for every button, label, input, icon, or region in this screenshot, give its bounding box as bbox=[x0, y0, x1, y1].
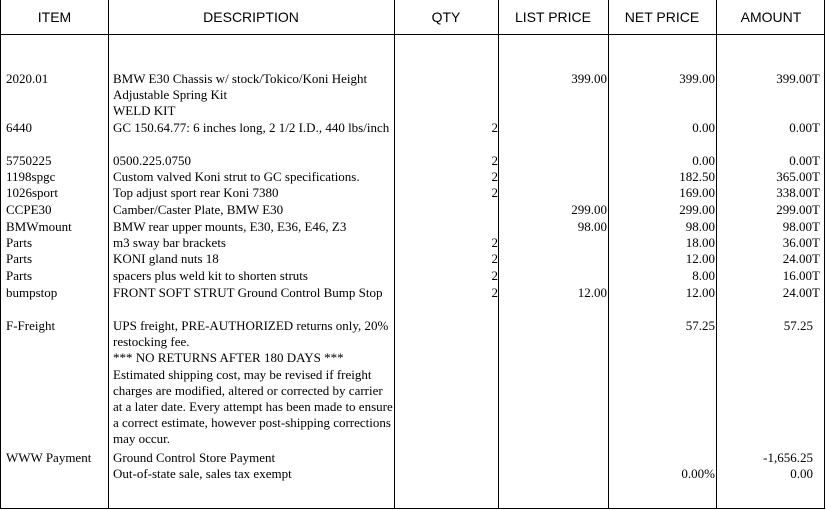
item-description: UPS freight, PRE-AUTHORIZED returns only, 20% restocking fee. bbox=[113, 318, 389, 349]
header-item: ITEM bbox=[37, 9, 72, 25]
item-description: BMW E30 Chassis w/ stock/Tokico/Koni Height Adjustable Spring Kit bbox=[113, 71, 368, 102]
quantity: 2 bbox=[491, 153, 498, 168]
header-description: DESCRIPTION bbox=[203, 9, 299, 25]
header-qty: QTY bbox=[431, 9, 461, 25]
net-price: 57.25 bbox=[685, 318, 715, 333]
amount: 338.00T bbox=[776, 185, 820, 200]
item-description: Ground Control Store Payment bbox=[113, 450, 276, 465]
net-price: 18.00 bbox=[685, 235, 715, 250]
list-price: 399.00 bbox=[571, 71, 607, 86]
item-description: Custom valved Koni strut to GC specifications. bbox=[113, 169, 360, 184]
amount: 0.00T bbox=[789, 120, 820, 135]
net-price: 399.00 bbox=[679, 71, 715, 86]
item-description: *** NO RETURNS AFTER 180 DAYS *** bbox=[113, 350, 344, 365]
net-price: 299.00 bbox=[679, 202, 715, 217]
quantity: 2 bbox=[491, 120, 498, 135]
net-price: 98.00 bbox=[685, 219, 715, 234]
item-code: 6440 bbox=[6, 120, 32, 135]
net-price: 0.00% bbox=[681, 466, 715, 481]
amount: -1,656.25 bbox=[763, 450, 813, 465]
quantity: 2 bbox=[491, 285, 498, 300]
amount: 98.00T bbox=[782, 219, 820, 234]
amount: 16.00T bbox=[782, 268, 820, 283]
list-price: 12.00 bbox=[577, 285, 607, 300]
item-description: GC 150.64.77: 6 inches long, 2 1/2 I.D., 440 lbs/inch bbox=[113, 120, 390, 135]
net-price: 0.00 bbox=[692, 153, 715, 168]
amount: 399.00T bbox=[776, 71, 820, 86]
amount: 0.00T bbox=[789, 153, 820, 168]
item-description: m3 sway bar brackets bbox=[113, 235, 226, 250]
net-price: 0.00 bbox=[692, 120, 715, 135]
item-description: BMW rear upper mounts, E30, E36, E46, Z3 bbox=[113, 219, 347, 234]
quantity: 2 bbox=[491, 169, 498, 184]
item-code: Parts bbox=[6, 235, 32, 250]
net-price: 182.50 bbox=[679, 169, 715, 184]
item-description: Top adjust sport rear Koni 7380 bbox=[113, 185, 279, 200]
item-code: Parts bbox=[6, 268, 32, 283]
item-code: 1026sport bbox=[6, 185, 58, 200]
item-code: CCPE30 bbox=[6, 202, 52, 217]
list-price: 98.00 bbox=[577, 219, 607, 234]
header-list-price: LIST PRICE bbox=[515, 9, 591, 25]
amount: 299.00T bbox=[776, 202, 820, 217]
header-amount: AMOUNT bbox=[740, 9, 802, 25]
amount: 365.00T bbox=[776, 169, 820, 184]
item-code: WWW Payment bbox=[6, 450, 92, 465]
item-description: Estimated shipping cost, may be revised if freight charges are modified, altered or corrected by carrier at a later date. Every attempt has been made to ensure a correct estimate, however post-shipping corrections may occur. bbox=[113, 367, 393, 446]
item-description: KONI gland nuts 18 bbox=[113, 251, 219, 266]
item-code: BMWmount bbox=[6, 219, 72, 234]
item-code: Parts bbox=[6, 251, 32, 266]
list-price: 299.00 bbox=[571, 202, 607, 217]
item-code: F-Freight bbox=[6, 318, 56, 333]
header-net-price: NET PRICE bbox=[624, 9, 700, 25]
net-price: 8.00 bbox=[692, 268, 715, 283]
item-description: Camber/Caster Plate, BMW E30 bbox=[113, 202, 284, 217]
column-divider bbox=[108, 0, 109, 508]
net-price: 169.00 bbox=[679, 185, 715, 200]
item-code: bumpstop bbox=[6, 285, 58, 300]
net-price: 12.00 bbox=[685, 251, 715, 266]
quantity: 2 bbox=[491, 185, 498, 200]
item-description: FRONT SOFT STRUT Ground Control Bump Stop bbox=[113, 285, 383, 300]
header-divider bbox=[1, 34, 824, 35]
item-description: Out-of-state sale, sales tax exempt bbox=[113, 466, 292, 481]
amount: 0.00 bbox=[790, 466, 813, 481]
quantity: 2 bbox=[491, 268, 498, 283]
amount: 24.00T bbox=[782, 251, 820, 266]
quantity: 2 bbox=[491, 251, 498, 266]
amount: 24.00T bbox=[782, 285, 820, 300]
item-code: 5750225 bbox=[6, 153, 52, 168]
item-description: WELD KIT bbox=[113, 103, 176, 118]
net-price: 12.00 bbox=[685, 285, 715, 300]
item-description: spacers plus weld kit to shorten struts bbox=[113, 268, 308, 283]
amount: 57.25 bbox=[783, 318, 813, 333]
item-code: 1198spgc bbox=[6, 169, 56, 184]
quantity: 2 bbox=[491, 235, 498, 250]
item-code: 2020.01 bbox=[6, 71, 49, 86]
amount: 36.00T bbox=[782, 235, 820, 250]
item-description: 0500.225.0750 bbox=[113, 153, 191, 168]
